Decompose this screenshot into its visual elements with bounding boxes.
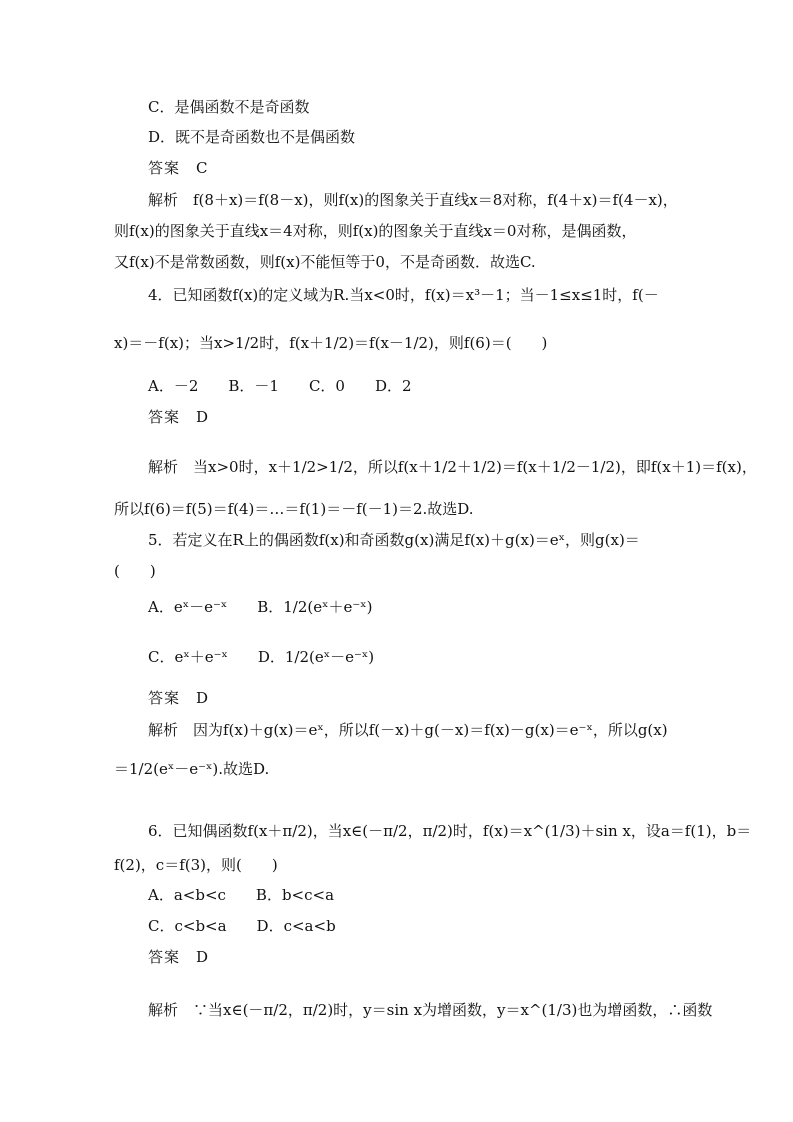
question-5-options-ab: A．eˣ－e⁻ˣ B．1/2(eˣ＋e⁻ˣ) bbox=[148, 598, 373, 616]
analysis-line: 解析 f(8＋x)＝f(8－x)，则f(x)的图象关于直线x＝8对称，f(4＋x)＝f(4－x)， bbox=[148, 191, 678, 209]
analysis-line: 解析 因为f(x)＋g(x)＝eˣ，所以f(－x)＋g(－x)＝f(x)－g(x)＝e⁻ˣ，所以g(x) bbox=[148, 721, 668, 739]
analysis-line: 所以f(6)＝f(5)＝f(4)＝…＝f(1)＝－f(－1)＝2.故选D. bbox=[114, 500, 474, 518]
analysis-line: ＝1/2(eˣ－e⁻ˣ).故选D. bbox=[114, 760, 270, 778]
question-5-options-cd: C．eˣ＋e⁻ˣ D．1/2(eˣ－e⁻ˣ) bbox=[148, 648, 375, 666]
question-5: 5．若定义在R上的偶函数f(x)和奇函数g(x)满足f(x)＋g(x)＝eˣ，则g(x)＝ bbox=[148, 531, 640, 549]
option-d: D．既不是奇函数也不是偶函数 bbox=[148, 128, 356, 146]
question-4-line-2: x)＝－f(x)；当x>1/2时，f(x＋1/2)＝f(x－1/2)，则f(6)＝( ) bbox=[114, 334, 548, 352]
answer-label: 答案 D bbox=[148, 948, 210, 966]
answer-label: 答案 D bbox=[148, 408, 210, 426]
option-c: C．是偶函数不是奇函数 bbox=[148, 98, 310, 116]
analysis-line: 又f(x)不是常数函数，则f(x)不能恒等于0，不是奇函数．故选C. bbox=[114, 253, 536, 271]
question-4: 4．已知函数f(x)的定义域为R.当x<0时，f(x)＝x³－1；当－1≤x≤1时，f(－ bbox=[148, 286, 659, 304]
question-6: 6．已知偶函数f(x＋π/2)，当x∈(－π/2，π/2)时，f(x)＝x^(1/3)＋sin x，设a＝f(1)，b＝ bbox=[148, 822, 752, 840]
question-6-options-ab: A．a<b<c B．b<c<a bbox=[148, 886, 335, 904]
question-6-line-2: f(2)，c＝f(3)，则( ) bbox=[114, 856, 278, 874]
answer-label: 答案 D bbox=[148, 689, 210, 707]
answer-label: 答案 C bbox=[148, 159, 209, 177]
analysis-line: 则f(x)的图象关于直线x＝4对称，则f(x)的图象关于直线x＝0对称，是偶函数， bbox=[114, 222, 637, 240]
question-5-blank: ( ) bbox=[114, 562, 156, 580]
question-6-options-cd: C．c<b<a D．c<a<b bbox=[148, 917, 336, 935]
question-4-options: A．－2 B．－1 C．0 D．2 bbox=[148, 377, 412, 395]
analysis-line: 解析 当x>0时，x＋1/2>1/2，所以f(x＋1/2＋1/2)＝f(x＋1/2－1/2)，即f(x＋1)＝f(x)， bbox=[148, 458, 757, 476]
analysis-line: 解析 ∵当x∈(－π/2，π/2)时，y＝sin x为增函数，y＝x^(1/3)也为增函数，∴函数 bbox=[148, 1001, 713, 1019]
